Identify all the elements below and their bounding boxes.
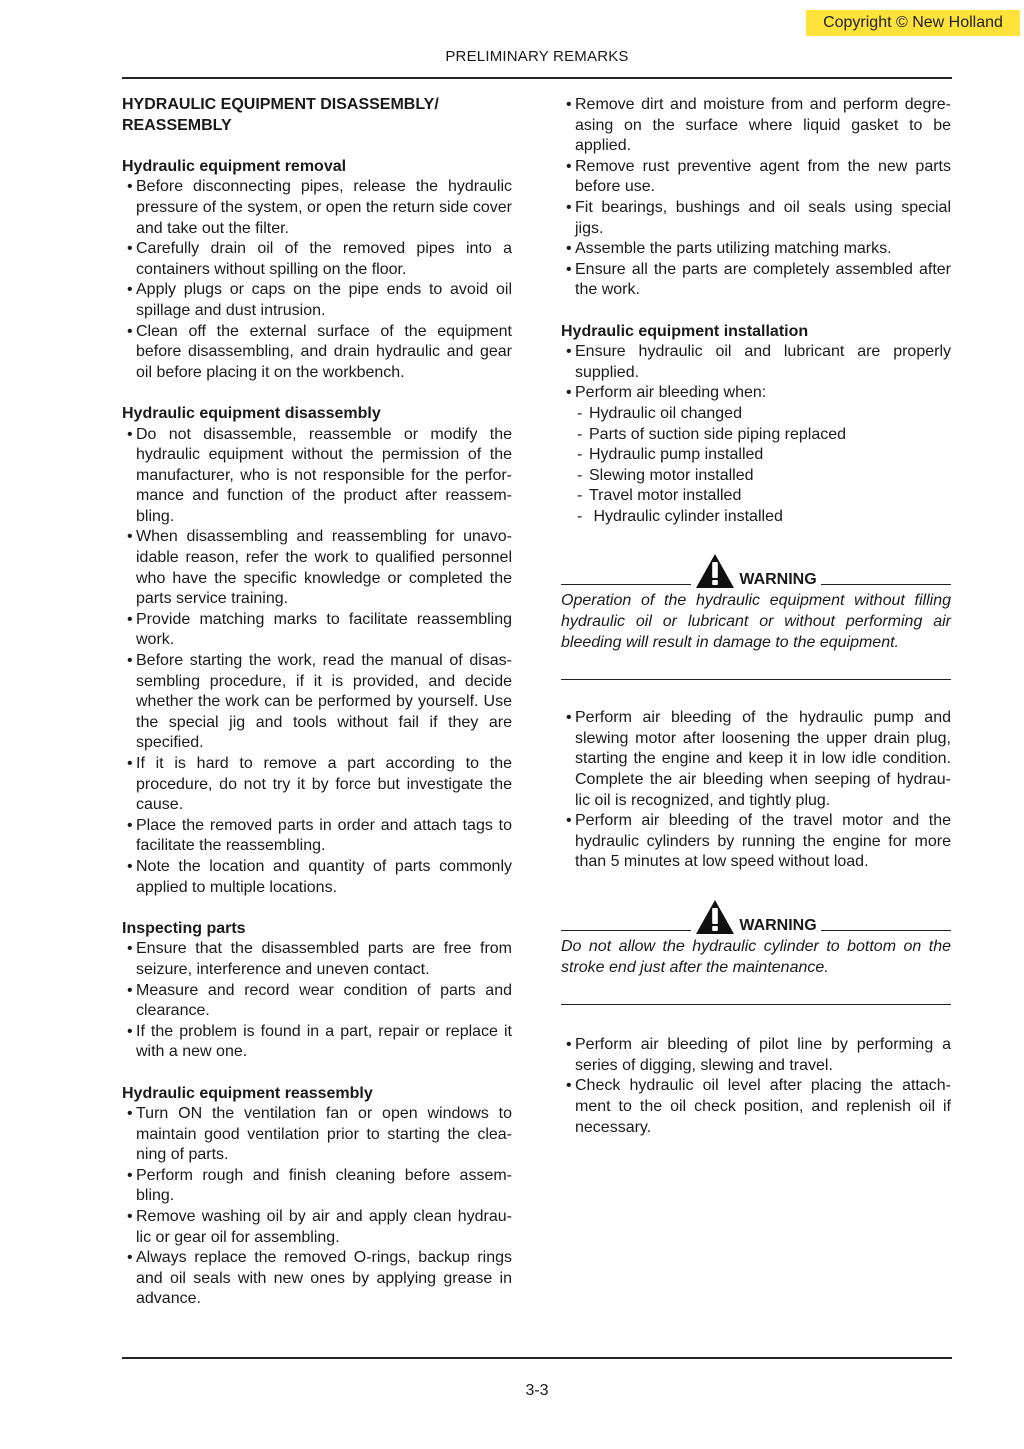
footer-rule <box>122 1357 952 1359</box>
list-item: • Ensure all the parts are completely assembled after the work. <box>561 260 951 301</box>
reassembly-heading: Hydraulic equipment reassembly <box>122 1084 373 1102</box>
list-item: • Perform air bleeding of pilot line by performing a series of digging, slewing and travel. <box>561 1035 951 1076</box>
installation-list <box>561 342 951 404</box>
list-item: • Provide matching marks to facilitate reassembling work. <box>122 610 512 651</box>
air-bleeding-list <box>561 708 951 873</box>
section-title-line2: REASSEMBLY <box>122 116 232 134</box>
list-item: • Remove washing oil by air and apply clean hydrau- lic or gear oil for assembling. <box>122 1207 512 1248</box>
section-title-line1: HYDRAULIC EQUIPMENT DISASSEMBLY/ <box>122 96 439 113</box>
running-head: PRELIMINARY REMARKS <box>445 48 629 65</box>
list-item: • Before starting the work, read the manual of disas- sembling procedure, if it is provided, and decide whether the work can be performed by yourself. Use the special jig and tools without fail if they are specified. <box>122 651 512 754</box>
disassembly-list <box>122 425 512 899</box>
list-item: • Ensure hydraulic oil and lubricant are properly supplied. <box>561 342 951 383</box>
warning-triangle-icon <box>695 553 735 589</box>
list-item: • Note the location and quantity of parts commonly applied to multiple locations. <box>122 857 512 898</box>
list-item: • Check hydraulic oil level after placing the attach- ment to the oil check position, and replenish oil if necessary. <box>561 1076 951 1138</box>
list-item: • Apply plugs or caps on the pipe ends to avoid oil spillage and dust intrusion. <box>122 280 512 321</box>
reassembly-list <box>122 1104 512 1310</box>
list-item: • Remove rust preventive agent from the new parts before use. <box>561 157 951 198</box>
copyright-badge: Copyright © New Holland <box>806 10 1020 36</box>
warning-header <box>561 899 951 935</box>
list-item: - Travel motor installed <box>561 486 951 507</box>
disassembly-heading: Hydraulic equipment disassembly <box>122 404 381 422</box>
warning-box-2 <box>561 899 951 1005</box>
list-item: • If it is hard to remove a part according to the procedure, do not try it by force but investigate the cause. <box>122 754 512 816</box>
list-item: • Carefully drain oil of the removed pipes into a containers without spilling on the floor. <box>122 239 512 280</box>
list-item: • Perform air bleeding when: <box>561 383 951 404</box>
list-item: - Hydraulic cylinder installed <box>561 507 951 528</box>
list-item: • Assemble the parts utilizing matching marks. <box>561 239 951 260</box>
list-item: • Before disconnecting pipes, release the hydraulic pressure of the system, or open the return side cover and take out the filter. <box>122 177 512 239</box>
removal-list <box>122 177 512 383</box>
list-item: • Clean off the external surface of the equipment before disassembling, and drain hydraulic and gear oil before placing it on the workbench. <box>122 322 512 384</box>
list-item: • When disassembling and reassembling for unavo- idable reason, refer the work to qualified personnel who have the specific knowledge or completed the parts service training. <box>122 527 512 609</box>
inspecting-list <box>122 939 512 1063</box>
list-item: • Ensure that the disassembled parts are free from seizure, interference and uneven contact. <box>122 939 512 980</box>
list-item: • Measure and record wear condition of parts and clearance. <box>122 981 512 1022</box>
page-number: 3-3 <box>525 1382 549 1399</box>
list-item: • Place the removed parts in order and attach tags to facilitate the reassembling. <box>122 816 512 857</box>
list-item: - Hydraulic oil changed <box>561 404 951 425</box>
warning-header <box>561 553 951 589</box>
list-item: • Perform air bleeding of the hydraulic pump and slewing motor after loosening the upper drain plug, starting the engine and keep it in low idle condition. Complete the air bleeding when seeping of hydrau- lic oil is recognized, and tightly plug. <box>561 708 951 811</box>
list-item: • Do not disassemble, reassemble or modify the hydraulic equipment without the permission of the manufacturer, who is not responsible for the perfor- mance and function of the product after reassem- bling. <box>122 425 512 528</box>
pilot-line-list <box>561 1035 951 1138</box>
list-item: • Remove dirt and moisture from and perform degre- asing on the surface where liquid gasket to be applied. <box>561 95 951 157</box>
header-rule <box>122 77 952 79</box>
section-title <box>122 95 512 136</box>
inspecting-heading: Inspecting parts <box>122 919 246 937</box>
warning-label: WARNING <box>739 571 817 589</box>
right-column <box>561 95 951 1138</box>
installation-heading: Hydraulic equipment installation <box>561 322 809 340</box>
removal-heading: Hydraulic equipment removal <box>122 157 347 175</box>
list-item: • Perform rough and finish cleaning before assem- bling. <box>122 1166 512 1207</box>
list-item: • Always replace the removed O-rings, backup rings and oil seals with new ones by applying grease in advance. <box>122 1248 512 1310</box>
warning-rule <box>561 679 951 680</box>
warning-text: Operation of the hydraulic equipment without filling hydraulic oil or lubricant or without performing air bleeding will result in damage to the equipment. <box>561 592 951 651</box>
list-item: - Hydraulic pump installed <box>561 445 951 466</box>
left-column <box>122 95 512 1310</box>
list-item: • Perform air bleeding of the travel motor and the hydraulic cylinders by running the engine for more than 5 minutes at low speed without load. <box>561 811 951 873</box>
list-item: • Turn ON the ventilation fan or open windows to maintain good ventilation prior to starting the clea- ning of parts. <box>122 1104 512 1166</box>
list-item: - Parts of suction side piping replaced <box>561 425 951 446</box>
warning-label: WARNING <box>739 917 817 934</box>
list-item: - Slewing motor installed <box>561 466 951 487</box>
air-bleeding-conditions <box>561 404 951 528</box>
list-item: • If the problem is found in a part, repair or replace it with a new one. <box>122 1022 512 1063</box>
warning-triangle-icon <box>695 899 735 935</box>
warning-text: Do not allow the hydraulic cylinder to bottom on the stroke end just after the maintenance. <box>561 938 951 976</box>
reassembly-continued-list <box>561 95 951 301</box>
warning-box-1 <box>561 553 951 680</box>
warning-rule <box>561 1004 951 1005</box>
list-item: • Fit bearings, bushings and oil seals using special jigs. <box>561 198 951 239</box>
